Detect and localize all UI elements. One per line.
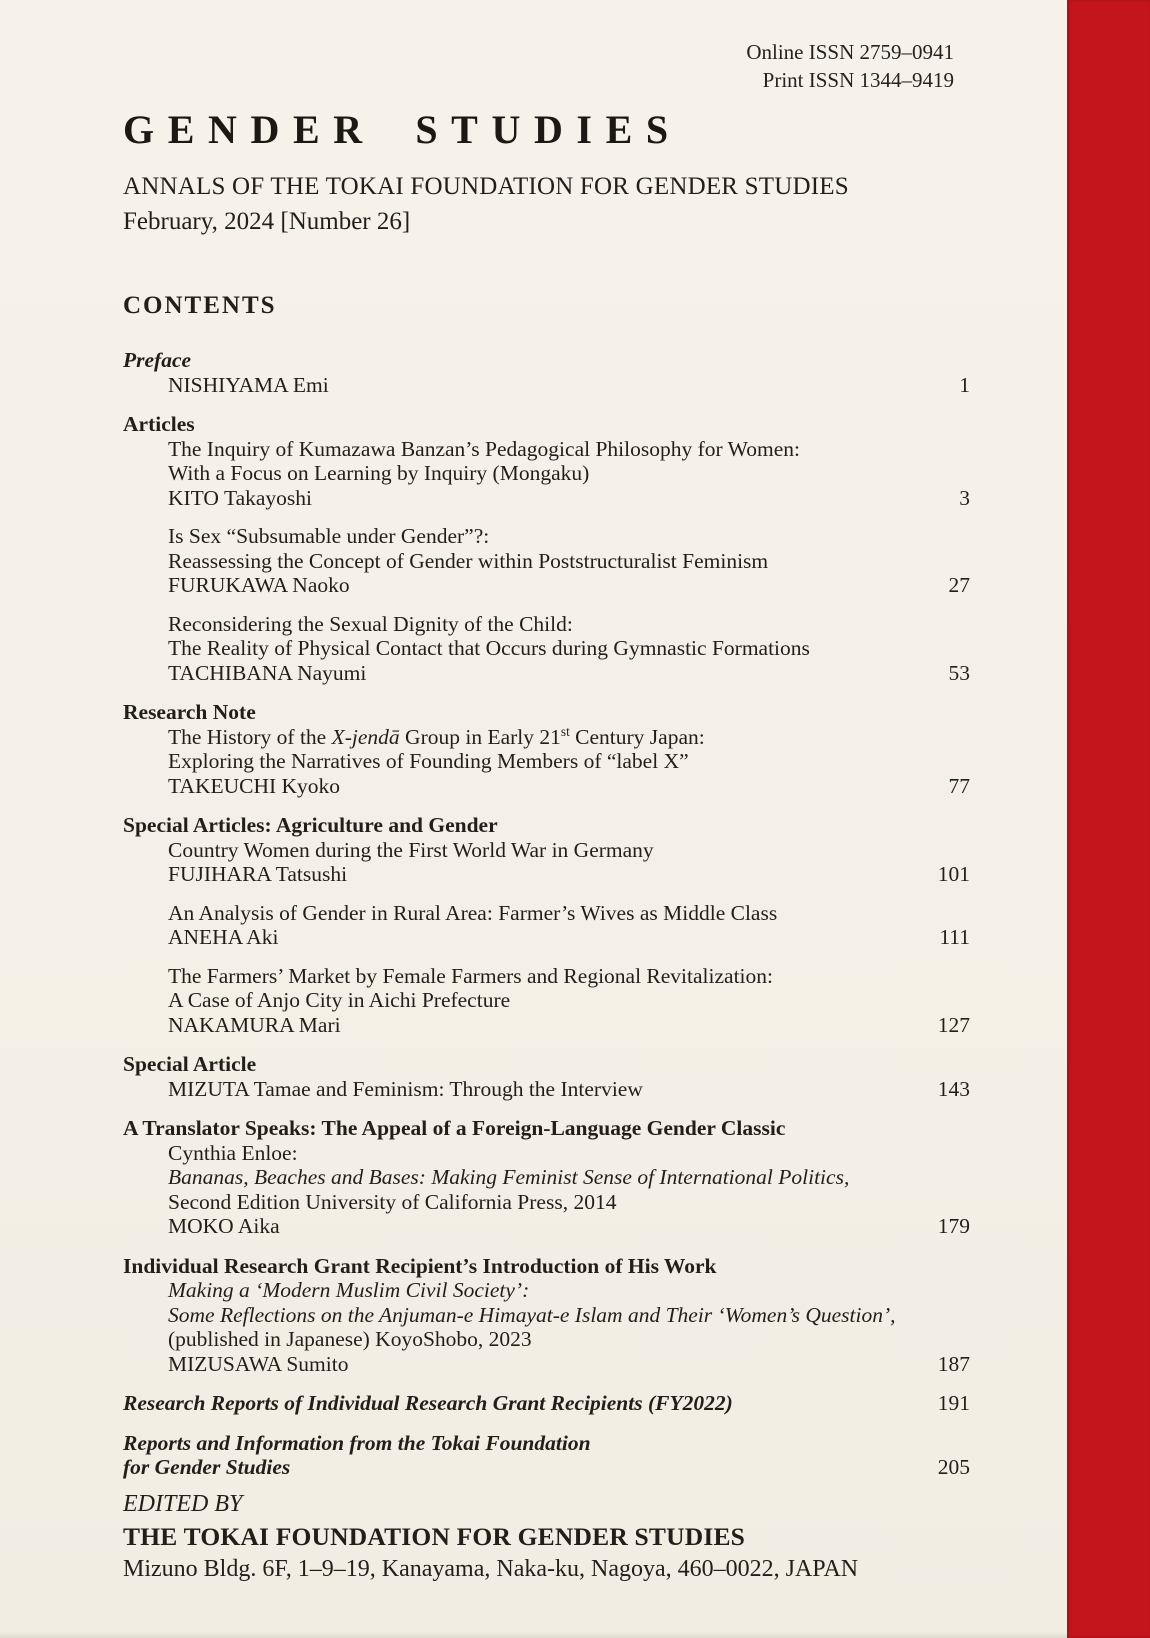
publisher-name: THE TOKAI FOUNDATION FOR GENDER STUDIES [123,1522,746,1551]
book-title-italic: Some Reflections on the Anjuman-e Himayat-e Islam and Their ‘Women’s Question’, [168,1302,896,1327]
book-title-italic: Bananas, Beaches and Bases: Making Feminist Sense of International Politics, [168,1165,850,1189]
author-name: TACHIBANA Nayumi [168,660,367,685]
section-heading: Special Articles: Agriculture and Gender [123,813,498,837]
author-name: MOKO Aika [168,1214,280,1238]
title-italic-term: X-jendā [331,724,400,749]
toc-author-row [123,373,970,398]
page-number: 1 [959,372,970,397]
author-name: FURUKAWA Naoko [168,573,350,597]
masthead [123,106,849,236]
section-heading: Research Reports of Individual Research Grant Recipients (FY2022) [123,1391,733,1415]
author-name: NISHIYAMA Emi [168,372,329,397]
toc-author-row [123,862,970,887]
issn-online: Online ISSN 2759–0941 [746,40,954,64]
section-heading: Research Note [123,700,256,724]
toc-section-research-reports [123,1391,970,1416]
section-heading-continued: for Gender Studies [123,1455,291,1479]
page-number: 191 [937,1391,970,1415]
journal-title: GENDER STUDIES [123,107,682,152]
article-title-line: Reassessing the Concept of Gender within Poststructuralist Feminism [168,548,769,573]
article-title-line: Country Women during the First World War in Germany [168,837,654,862]
page-number: 27 [948,573,970,597]
page-number: 77 [948,773,970,798]
toc-author-row [123,925,970,950]
page-number: 179 [937,1214,970,1238]
article-title-line: Second Edition University of California Press, 2014 [168,1189,617,1214]
article-title-line: The Farmers’ Market by Female Farmers and Regional Revitalization: [168,963,774,988]
title-text: The History of the [168,724,332,749]
toc-entry [123,1141,970,1239]
page-number: 101 [937,862,970,886]
toc-author-row [123,1013,970,1038]
section-heading: Preface [123,348,192,372]
contents-heading: CONTENTS [123,292,277,319]
ordinal-superscript: st [560,723,570,739]
section-heading: A Translator Speaks: The Appeal of a Foreign-Language Gender Classic [123,1116,786,1140]
article-title-line: Cynthia Enloe: [168,1140,298,1165]
page-number: 127 [937,1012,970,1037]
red-spine-stripe [1067,0,1150,1638]
author-name: NAKAMURA Mari [168,1012,341,1037]
article-title-line: A Case of Anjo City in Aichi Prefecture [168,988,511,1012]
author-name: KITO Takayoshi [168,485,313,510]
toc-entry [123,612,970,686]
toc-heading-row [123,1455,970,1480]
article-title-line [123,725,970,750]
toc-entry [123,725,970,799]
toc-section-translator-speaks [123,1116,970,1239]
journal-subtitle: ANNALS OF THE TOKAI FOUNDATION FOR GENDER STUDIES [123,173,849,200]
toc-entry [123,1278,970,1376]
toc-author-row [123,1214,970,1239]
page-number: 205 [937,1455,970,1479]
toc-entry [123,524,970,598]
toc-section-articles [123,412,970,685]
toc-entry [123,901,970,950]
toc-section-special-article [123,1052,970,1101]
toc-author-row [123,1352,970,1377]
author-name: FUJIHARA Tatsushi [168,862,348,886]
section-heading: Special Article [123,1052,257,1076]
toc-entry [123,964,970,1038]
toc-heading-row [123,1391,970,1416]
publisher-block [123,1489,858,1585]
toc-section-special-articles [123,813,970,1037]
book-title-italic: Making a ‘Modern Muslim Civil Society’: [168,1278,530,1302]
page-number: 111 [939,925,970,949]
issue-info: February, 2024 [Number 26] [123,208,411,235]
publisher-address: Mizuno Bldg. 6F, 1–9–19, Kanayama, Naka-ku, Nagoya, 460–0022, JAPAN [123,1556,859,1582]
issn-block [746,38,954,94]
section-heading: Reports and Information from the Tokai Foundation [123,1430,591,1455]
toc-author-row [123,486,970,511]
toc-author-row [123,661,970,686]
toc-title-row [123,1077,970,1102]
toc-author-row [123,573,970,598]
table-of-contents [123,348,970,1480]
article-title-line: Is Sex “Subsumable under Gender”?: [168,524,490,548]
issn-print: Print ISSN 1344–9419 [762,68,954,92]
toc-section-research-note [123,700,970,798]
edited-by-label: EDITED BY [123,1491,243,1517]
article-title-line: Exploring the Narratives of Founding Members of “label X” [168,749,689,773]
article-title-line: With a Focus on Learning by Inquiry (Mongaku) [168,461,590,485]
article-title-line: (published in Japanese) KoyoShobo, 2023 [168,1327,532,1351]
toc-section-reports-information [123,1431,970,1480]
page-number: 3 [959,485,970,510]
title-text: Group in Early 21 [399,724,561,749]
page-number: 187 [937,1351,970,1376]
section-heading: Articles [123,412,195,436]
article-title-line: Reconsidering the Sexual Dignity of the Child: [168,611,573,636]
author-name: ANEHA Aki [168,925,279,949]
author-name: TAKEUCHI Kyoko [168,773,341,798]
toc-section-preface [123,348,970,397]
article-title-line: MIZUTA Tamae and Feminism: Through the Interview [168,1076,643,1101]
toc-author-row [123,774,970,799]
article-title-line: The Reality of Physical Contact that Occurs during Gymnastic Formations [168,636,810,660]
page-number: 143 [937,1076,970,1101]
toc-entry [123,437,970,511]
page-bottom-shadow [0,1632,1067,1638]
author-name: MIZUSAWA Sumito [168,1351,349,1376]
article-title-line: An Analysis of Gender in Rural Area: Farmer’s Wives as Middle Class [168,900,778,925]
page-number: 53 [948,660,970,685]
title-text: Century Japan: [569,724,705,749]
toc-entry [123,838,970,887]
article-title-line: The Inquiry of Kumazawa Banzan’s Pedagogical Philosophy for Women: [168,436,800,461]
section-heading: Individual Research Grant Recipient’s Introduction of His Work [123,1253,717,1278]
toc-section-grant-introduction [123,1254,970,1377]
